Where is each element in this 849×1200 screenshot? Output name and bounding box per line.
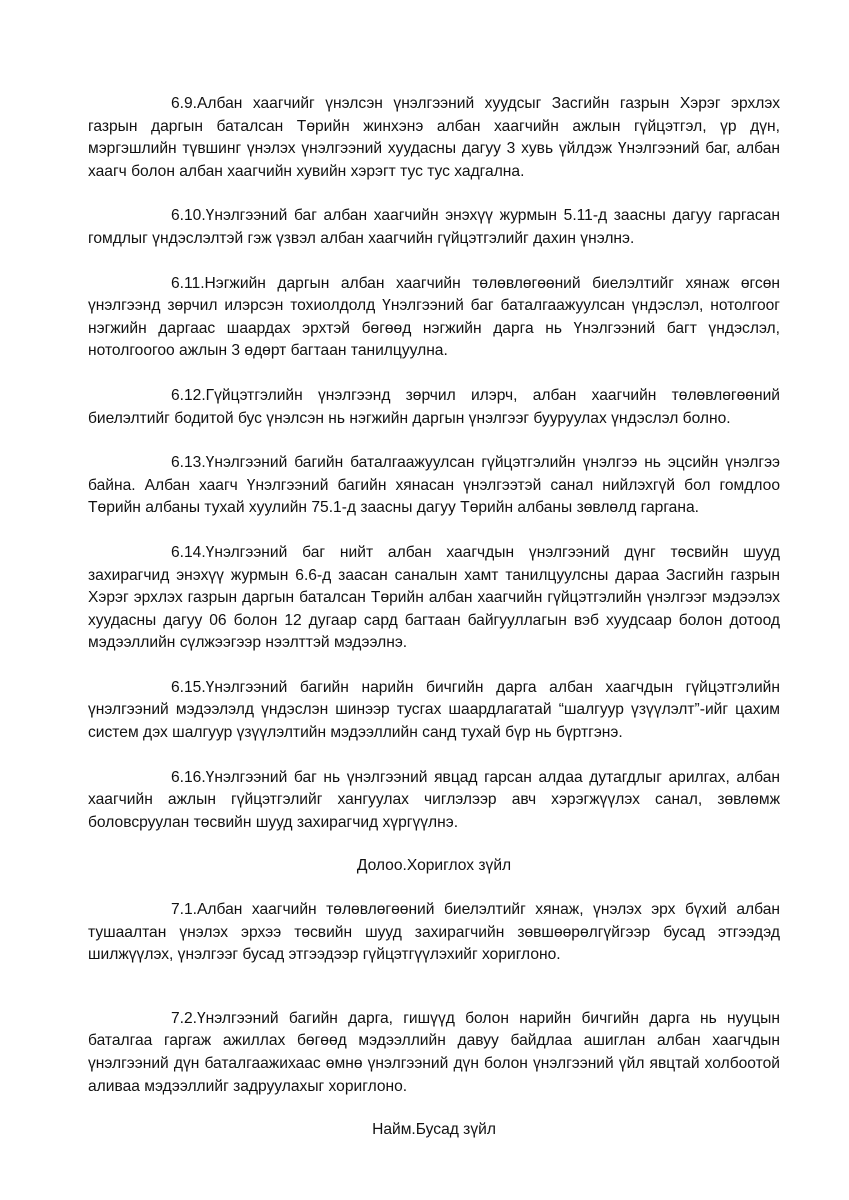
paragraph-6-16: 6.16.Үнэлгээний баг нь үнэлгээний явцад гарсан алдаа дутагдлыг арилгах, албан хаагчийн ажлын гүйцэтгэлийг хангуулах чиглэлээр авч хэрэгжүүлэх санал, зөвлөмж боловсруулан төсвийн шууд захирагчид хүргүүлнэ. [88, 768, 780, 831]
document-page [88, 93, 780, 1142]
paragraph-6-13: 6.13.Үнэлгээний багийн баталгаажуулсан гүйцэтгэлийн үнэлгээ нь эцсийн үнэлгээ байна. Албан хаагч Үнэлгээний багийн хянасан үнэлгээтэй санал нийлэхгүй бол гомдлоо Төрийн албаны тухай хуулийн 75.1-д заасны дагуу Төрийн албаны зөвлөлд гаргана. [88, 454, 780, 517]
paragraph-6-14: 6.14.Үнэлгээний баг нийт албан хаагчдын үнэлгээний дүнг төсвийн шууд захирагчид энэхүү журмын 6.6-д заасан саналын хамт танилцуулсны дараа Засгийн газрын Хэрэг эрхлэх газрын даргын баталсан Төрийн албан хаагчийн гүйцэтгэлийн үнэлгээг мэдээлэх хуудасны дагуу 06 болон 12 дугаар сард багтаан байгууллагын вэб хуудсаар болон дотоод мэдээллийн сүлжээгээр нээлттэй мэдээлнэ. [88, 543, 780, 652]
section-heading-7: Долоо.Хориглох зүйл [356, 857, 512, 875]
section-heading-8: Найм.Бусад зүйл [372, 1121, 496, 1139]
paragraph-6-15: 6.15.Үнэлгээний багийн нарийн бичгийн дарга албан хаагчдын гүйцэтгэлийн үнэлгээний мэдээлэлд үндэслэн шинээр тусгах шаардлагатай “шалгуур үзүүлэлт”-ийг цахим систем дэх шалгуур үзүүлэлтийн мэдээллийн санд тухай бүр нь бүртгэнэ. [88, 678, 780, 742]
paragraph-7-2: 7.2.Үнэлгээний багийн дарга, гишүүд болон нарийн бичгийн дарга нь нууцын баталгаа гаргаж ажиллах бөгөөд мэдээллийн давуу байдлаа ашиглан албан хаагчдын үнэлгээний дүн баталгаажихаас өмнө үнэлгээний дүн болон үнэлгээний үйл явцтай холбоотой аливаа мэдээллийг задруулахыг хориглоно. [88, 1009, 780, 1095]
paragraph-6-11: 6.11.Нэгжийн даргын албан хаагчийн төлөвлөгөөний биелэлтийг хянаж өгсөн үнэлгээнд зөрчил илэрсэн тохиолдолд Үнэлгээний баг баталгаажуулсан үндэслэл, нотолгоог нэгжийн даргаас шаардах эрхтэй бөгөөд нэгжийн дарга нь Үнэлгээний багт үндэслэл, нотолгоогоо ажлын 3 өдөрт багтаан танилцуулна. [88, 274, 780, 360]
paragraph-7-1: 7.1.Албан хаагчийн төлөвлөгөөний биелэлтийг хянаж, үнэлэх эрх бүхий албан тушаалтан үнэлэх эрхээ төсвийн шууд захирагчийн зөвшөөрөлгүйгээр бусад этгээдэд шилжүүлэх, үнэлгээг бусад этгээдээр гүйцэтгүүлэхийг хориглоно. [88, 901, 780, 964]
paragraph-6-9: 6.9.Албан хаагчийг үнэлсэн үнэлгээний хуудсыг Засгийн газрын Хэрэг эрхлэх газрын даргын баталсан Төрийн жинхэнэ албан хаагчийн ажлын гүйцэтгэл, үр дүн, мэргэшлийн түвшинг үнэлэх үнэлгээний хуудасны дагуу 3 хувь үйлдэж Үнэлгээний баг, албан хаагч болон албан хаагчийн хувийн хэрэгт тус тус хадгална. [88, 95, 780, 180]
paragraph-6-12: 6.12.Гүйцэтгэлийн үнэлгээнд зөрчил илэрч, албан хаагчийн төлөвлөгөөний биелэлтийг бодитой бус үнэлсэн нь нэгжийн даргын үнэлгээг бууруулах үндэслэл болно. [88, 386, 780, 427]
paragraph-6-10: 6.10.Үнэлгээний баг албан хаагчийн энэхүү журмын 5.11-д заасны дагуу гаргасан гомдлыг үндэслэлтэй гэж үзвэл албан хаагчийн гүйцэтгэлийг дахин үнэлнэ. [88, 207, 780, 247]
